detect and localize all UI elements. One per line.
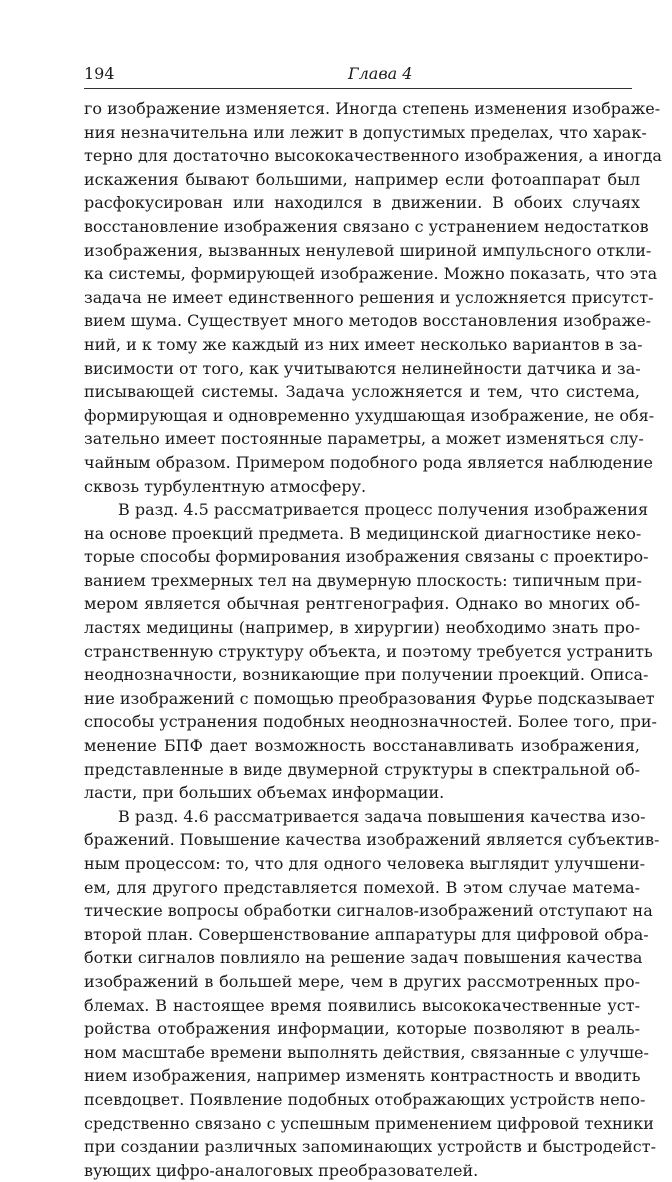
text-line: терно для достаточно высококачественного изображения, а иногда (84, 146, 662, 166)
text-line: тические вопросы обработки сигналов-изображений отступают на (84, 901, 653, 921)
text-line: блемах. В настоящее время появились высококачественные уст- (84, 995, 640, 1015)
text-line: писывающей системы. Задача усложняется и тем, что система, (84, 382, 640, 402)
text-line: неоднозначности, возникающие при получении проекций. Описа- (84, 665, 649, 685)
text-line: ластях медицины (например, в хирургии) необходимо знать про- (84, 618, 640, 638)
text-line: представленные в виде двумерной структуры в спектральной об- (84, 759, 640, 779)
text-line: вием шума. Существует много методов восстановления изображе- (84, 311, 652, 331)
text-line: менение БПФ дает возможность восстанавливать изображения, (84, 736, 640, 756)
text-line: ном масштабе времени выполнять действия, связанные с улучше- (84, 1042, 649, 1062)
paragraph (84, 97, 662, 498)
text-line: бражений. Повышение качества изображений является субъектив- (84, 830, 660, 850)
text-line: изображения, вызванных ненулевой шириной импульсного откли- (84, 240, 652, 260)
text-line: нием изображения, например изменять контрастность и вводить (84, 1066, 641, 1086)
text-line: чайным образом. Примером подобного рода является наблюдение (84, 452, 653, 472)
text-line: го изображение изменяется. Иногда степень изменения изображе- (84, 99, 661, 118)
paragraph (84, 805, 660, 1182)
text-line: вующих цифро-аналоговых преобразователей. (84, 1160, 479, 1180)
body-text (84, 97, 662, 1182)
text-line: ка системы, формирующей изображение. Можно показать, что эта (84, 264, 658, 284)
text-line: ным процессом: то, что для одного человека выглядит улучшени- (84, 854, 646, 873)
chapter-title: Глава 4 (348, 64, 413, 83)
text-line: зательно имеет постоянные параметры, а может изменяться слу- (84, 429, 644, 449)
text-line: В разд. 4.5 рассматривается процесс получения изображения (118, 500, 649, 520)
text-line: псевдоцвет. Появление подобных отображающих устройств непо- (84, 1089, 646, 1109)
text-line: ласти, при больших объемах информации. (84, 783, 445, 803)
header-rule (84, 88, 632, 89)
text-line: ройства отображения информации, которые позволяют в реаль- (84, 1019, 640, 1039)
text-line: второй план. Совершенствование аппаратуры для цифровой обра- (84, 924, 649, 944)
text-line: средственно связано с успешным применением цифровой техники (84, 1113, 654, 1133)
text-line: изображений в большей мере, чем в других рассмотренных про- (84, 971, 640, 991)
text-line: ванием трехмерных тел на двумерную плоскость: типичным при- (84, 570, 642, 590)
text-line: на основе проекций предмета. В медицинской диагностике неко- (84, 523, 642, 543)
text-line: при создании различных запоминающих устройств и быстродейст- (84, 1137, 656, 1157)
text-line: формирующая и одновременно ухудшающая изображение, не обя- (84, 405, 655, 425)
paragraph (84, 498, 657, 805)
text-line: торые способы формирования изображения связаны с проектиро- (84, 547, 649, 567)
running-header (84, 64, 632, 86)
text-line: ем, для другого представляется помехой. В этом случае матема- (84, 877, 640, 897)
text-line: сквозь турбулентную атмосферу. (84, 476, 367, 496)
text-line: способы устранения подобных неоднозначностей. Более того, при- (84, 712, 657, 732)
text-line: ния незначительна или лежит в допустимых пределах, что харак- (84, 122, 647, 142)
text-line: искажения бывают большими, например если фотоаппарат был (84, 169, 640, 189)
text-line: висимости от того, как учитываются нелинейности датчика и за- (84, 358, 641, 378)
text-line: расфокусирован или находился в движении. В обоих случаях (84, 193, 640, 213)
text-line: странственную структуру объекта, и поэтому требуется устранить (84, 641, 653, 661)
text-line: ний, и к тому же каждый из них имеет несколько вариантов в за- (84, 334, 643, 354)
text-line: ботки сигналов повлияло на решение задач повышения качества (84, 948, 643, 968)
page-number: 194 (84, 64, 115, 83)
text-line: задача не имеет единственного решения и усложняется присутст- (84, 287, 654, 307)
text-line: ние изображений с помощью преобразования Фурье подсказывает (84, 688, 655, 708)
text-line: восстановление изображения связано с устранением недостатков (84, 216, 649, 236)
text-line: мером является обычная рентгенография. Однако во многих об- (84, 594, 640, 614)
text-line: В разд. 4.6 рассматривается задача повышения качества изо- (118, 806, 646, 826)
